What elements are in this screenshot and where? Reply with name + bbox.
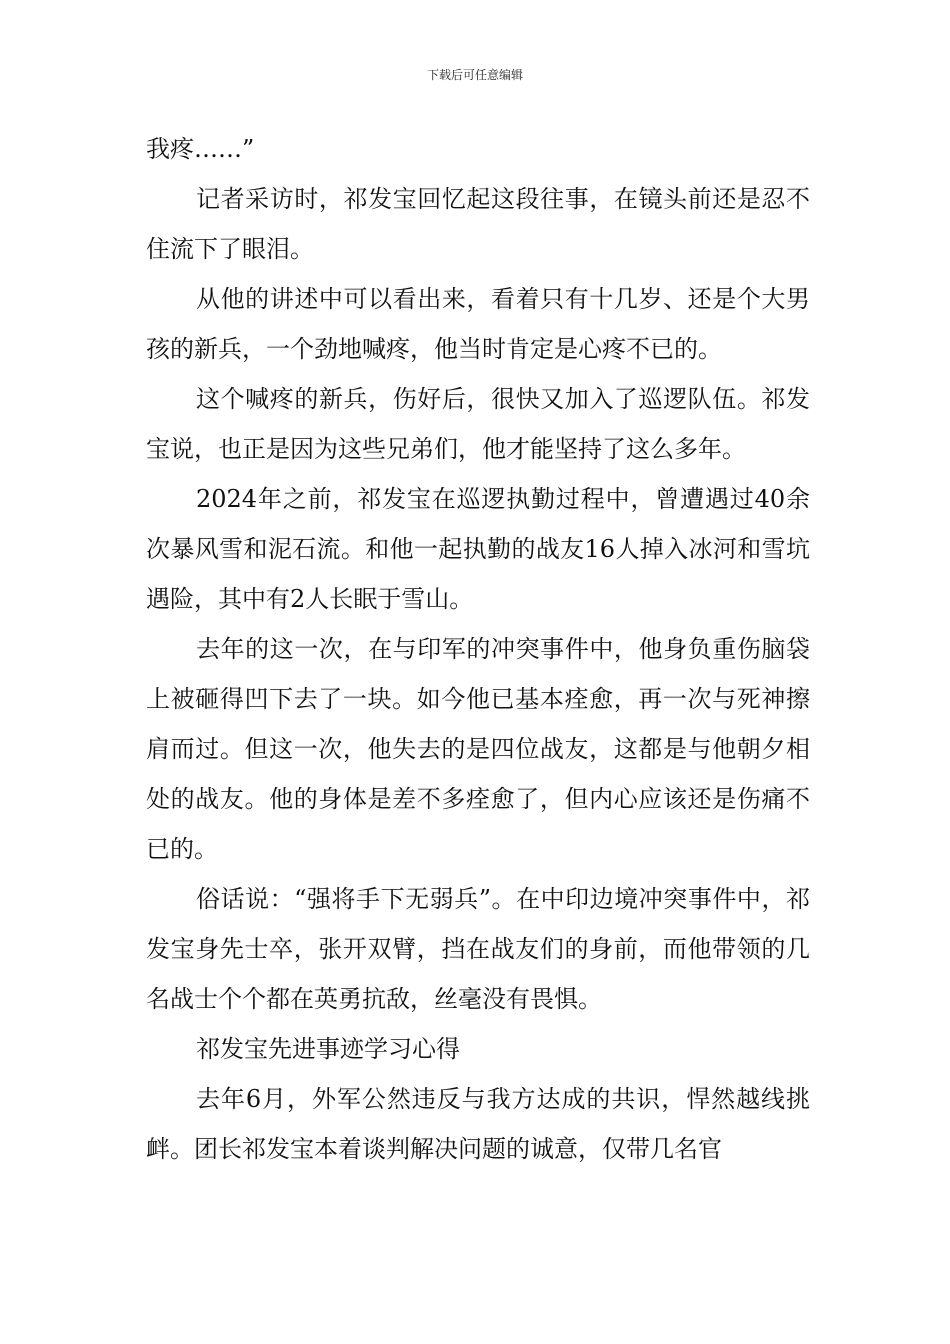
paragraph-7: 俗话说：“强将手下无弱兵”。在中印边境冲突事件中，祁发宝身先士卒，张开双臂，挡在战友们的身前，而他带领的几名战士个个都在英勇抗敌，丝毫没有畏惧。: [146, 885, 810, 1013]
paragraph-6: 去年的这一次，在与印军的冲突事件中，他身负重伤脑袋上被砸得凹下去了一块。如今他已基本痊愈，再一次与死神擦肩而过。但这一次，他失去的是四位战友，这都是与他朝夕相处的战友。他的身体是差不多痊愈了，但内心应该还是伤痛不已的。: [146, 635, 810, 863]
paragraph-2: 记者采访时，祁发宝回忆起这段往事，在镜头前还是忍不住流下了眼泪。: [146, 185, 810, 263]
document-body: [146, 124, 810, 1174]
paragraph-3: 从他的讲述中可以看出来，看着只有十几岁、还是个大男孩的新兵，一个劲地喊疼，他当时肯定是心疼不已的。: [146, 285, 810, 363]
paragraph-8: 去年6月，外军公然违反与我方达成的共识，悍然越线挑衅。团长祁发宝本着谈判解决问题的诚意，仅带几名官: [146, 1085, 810, 1163]
paragraph-4: 这个喊疼的新兵，伤好后，很快又加入了巡逻队伍。祁发宝说，也正是因为这些兄弟们，他才能坚持了这么多年。: [146, 385, 810, 463]
paragraph-5: 2024年之前，祁发宝在巡逻执勤过程中，曾遭遇过40余次暴风雪和泥石流。和他一起执勤的战友16人掉入冰河和雪坑遇险，其中有2人长眠于雪山。: [146, 485, 810, 613]
page-header: 下载后可任意编辑: [426, 68, 523, 82]
section-heading: 祁发宝先进事迹学习心得: [196, 1035, 460, 1063]
paragraph-1: 我疼……”: [146, 135, 255, 163]
